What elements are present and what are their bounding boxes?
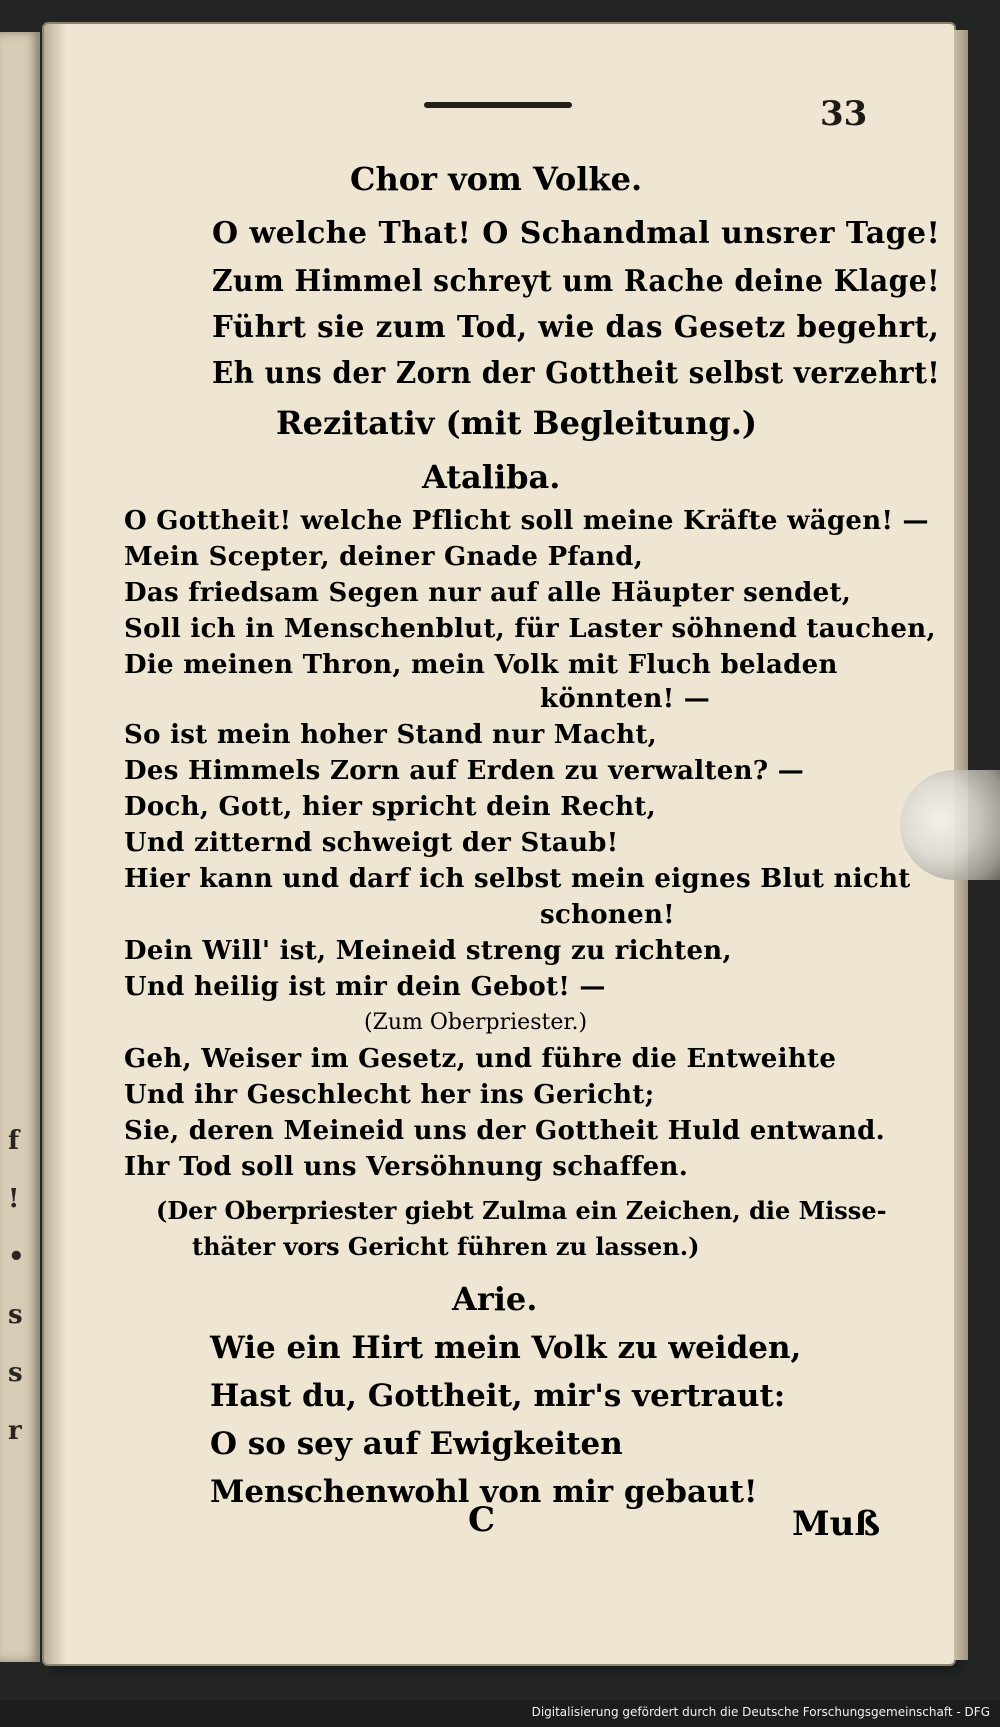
chorus-heading: Chor vom Volke. (350, 160, 643, 198)
recitative-line: schonen! (540, 900, 675, 930)
stage-direction: (Zum Oberpriester.) (364, 1010, 588, 1035)
recitative-line: Hier kann und darf ich selbst mein eignes Blut nicht (124, 864, 911, 894)
recitative-line: Sie, deren Meineid uns der Gottheit Huld entwand. (124, 1116, 885, 1146)
recitative-line: Und ihr Geschlecht her ins Gericht; (124, 1080, 655, 1110)
stage-direction: thäter vors Gericht führen zu lassen.) (192, 1232, 700, 1261)
recitative-line: Und heilig ist mir dein Gebot! — (124, 972, 606, 1002)
recitative-line: Ihr Tod soll uns Versöhnung schaffen. (124, 1152, 689, 1182)
chorus-line: Führt sie zum Tod, wie das Gesetz begehrt, (212, 310, 940, 345)
recitative-line: Doch, Gott, hier spricht dein Recht, (124, 792, 656, 822)
recitative-heading: Rezitativ (mit Begleitung.) (276, 404, 757, 442)
left-mark: f (8, 1126, 20, 1156)
recitative-line: Das friedsam Segen nur auf alle Häupter sendet, (124, 578, 852, 608)
footer-credit: Digitalisierung gefördert durch die Deutsche Forschungsgemeinschaft - DFG (531, 1705, 990, 1719)
page-clip-holder (900, 770, 1000, 880)
aria-line: O so sey auf Ewigkeiten (210, 1426, 623, 1462)
recitative-line: Geh, Weiser im Gesetz, und führe die Entweihte (124, 1044, 837, 1074)
left-mark: s (8, 1358, 23, 1388)
left-mark: ! (8, 1184, 20, 1214)
header-rule (424, 102, 572, 108)
recitative-line: O Gottheit! welche Pflicht soll meine Kräfte wägen! — (124, 506, 929, 536)
left-page-marks (8, 1112, 28, 1460)
page-number: 33 (820, 94, 868, 134)
catchword: Muß (792, 1504, 881, 1544)
signature-mark: C (468, 1500, 496, 1540)
aria-line: Hast du, Gottheit, mir's vertraut: (210, 1378, 786, 1414)
page-gutter-shadow (44, 24, 66, 1664)
left-mark: r (8, 1416, 22, 1446)
recitative-line: So ist mein hoher Stand nur Macht, (124, 720, 658, 750)
recitative-line: Soll ich in Menschenblut, für Laster söhnend tauchen, (124, 614, 936, 644)
chorus-line: O welche That! O Schandmal unsrer Tage! (212, 216, 941, 251)
recitative-line: Und zitternd schweigt der Staub! (124, 828, 619, 858)
stage-direction: (Der Oberpriester giebt Zulma ein Zeichen, die Misse- (156, 1196, 887, 1225)
left-page-edge (0, 32, 40, 1662)
recitative-line: könnten! — (540, 684, 711, 714)
recitative-line: Dein Will' ist, Meineid streng zu richten, (124, 936, 732, 966)
aria-line: Menschenwohl von mir gebaut! (210, 1474, 758, 1510)
chorus-line: Eh uns der Zorn der Gottheit selbst verzehrt! (212, 356, 941, 391)
chorus-line: Zum Himmel schreyt um Rache deine Klage! (212, 264, 940, 299)
left-mark: s (8, 1300, 23, 1330)
aria-line: Wie ein Hirt mein Volk zu weiden, (210, 1330, 802, 1366)
recitative-line: Die meinen Thron, mein Volk mit Fluch beladen (124, 650, 838, 680)
recitative-line: Des Himmels Zorn auf Erden zu verwalten? — (124, 756, 805, 786)
recitative-line: Mein Scepter, deiner Gnade Pfand, (124, 542, 644, 572)
aria-heading: Arie. (452, 1280, 538, 1318)
speaker-name: Ataliba. (422, 458, 561, 496)
left-mark: • (8, 1242, 25, 1272)
